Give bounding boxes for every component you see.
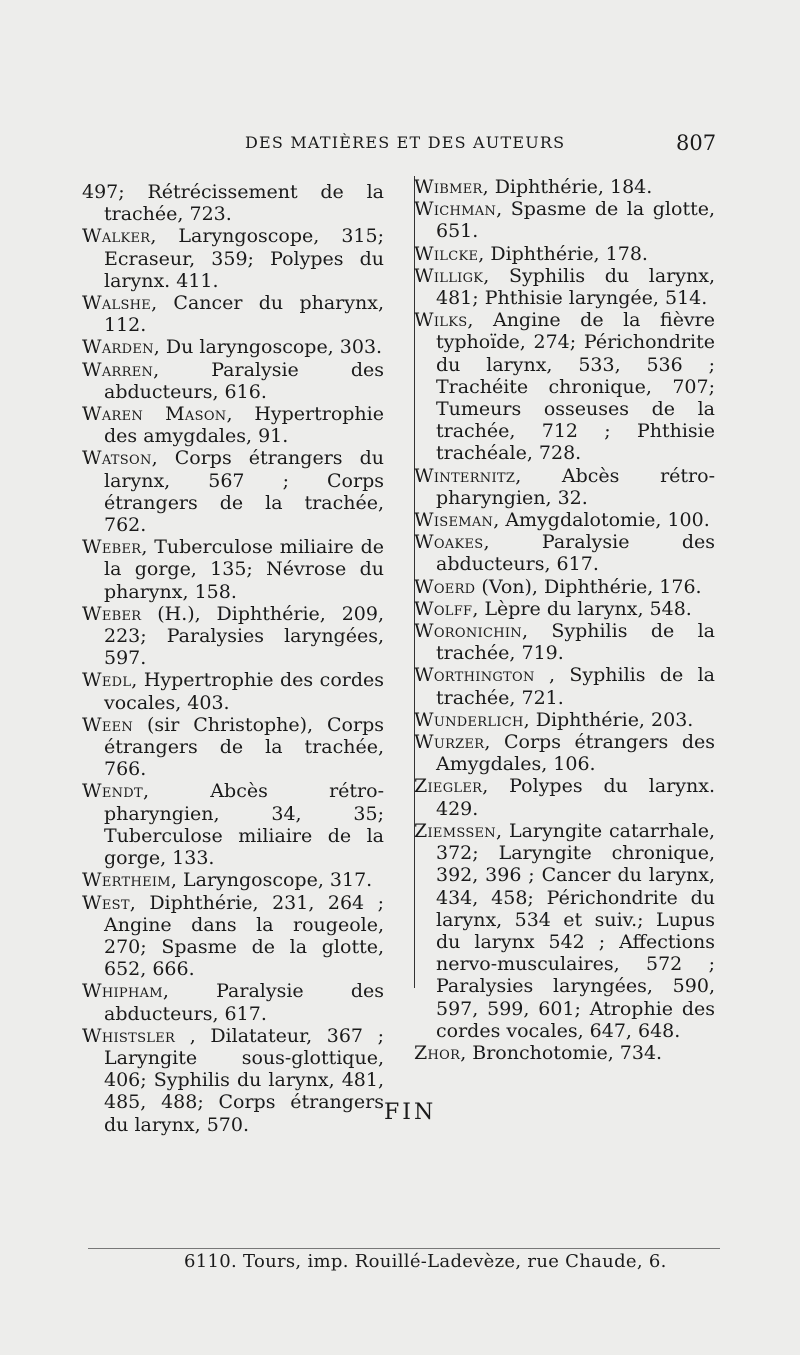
index-entry [82,292,384,336]
entry-text: , Corps étrangers du larynx, 567 ; Corps étrangers de la trachée, 762. [104,447,384,537]
entry-text: , Paralysie des abducteurs, 617. [104,980,384,1025]
author-name: Wertheim [82,869,171,892]
author-name: Wendt [82,780,143,803]
index-entry [414,598,715,620]
author-name: Warren [82,358,154,381]
entry-text: , Laryngoscope, 317. [170,869,373,892]
entry-text: , Du laryngoscope, 303. [153,336,383,359]
author-name: Wichman [414,198,497,221]
entry-text: , Dilatateur, 367 ; Laryngite sous-glottique, 406; Syphilis du larynx, 481, 485, 488; Corps étrangers du larynx, 570. [104,1024,384,1136]
author-name: Weber [82,536,142,559]
index-entry [82,225,384,292]
entry-text: , Angine de la fièvre typhoïde, 274; Périchondrite du larynx, 533, 536 ; Trachéite chronique, 707; Tumeurs osseuses de la trachée, 712 ; Phthisie trachéale, 728. [436,309,715,465]
entry-text: , Hypertrophie des amygdales, 91. [104,403,384,448]
author-name: Woerd [414,575,476,598]
entry-text: , Hypertrophie des cordes vocales, 403. [104,669,384,714]
entry-text: (Von), Diphthérie, 176. [475,575,702,598]
entry-text: , Diphthérie, 203. [523,708,694,731]
index-entry [82,403,384,447]
index-entry [82,536,384,603]
index-entry [414,664,715,708]
index-entry [414,309,715,464]
author-name: Walker [82,225,151,248]
author-name: Woakes [414,531,484,554]
entry-text: , Diphthérie, 178. [478,242,648,265]
index-entry [414,531,715,575]
author-name: Watson [82,447,152,470]
index-entry [414,775,715,819]
entry-text: (sir Christophe), Corps étrangers de la trachée, 766. [104,713,384,781]
index-entry [82,980,384,1024]
fin-label: FIN [384,1100,437,1125]
footer-rule [88,1248,720,1249]
entry-text: , Syphilis du larynx, 481; Phthisie laryngée, 514. [436,264,715,310]
author-name: Warden [82,336,154,359]
author-name: Ziemssen [414,819,496,842]
entry-text: , Spasme de la glotte, 651. [436,198,715,243]
index-entry [82,892,384,981]
index-entry [82,603,384,670]
index-entry [414,820,715,1042]
index-entry [82,1025,384,1136]
index-entry [414,176,715,198]
index-entry [414,576,715,598]
index-entry [414,243,715,265]
index-entry [414,265,715,309]
left-index-column [82,181,384,1136]
author-name: Willigk [414,264,484,287]
author-name: Worthington [414,664,535,687]
index-entry [414,465,715,509]
index-entry [82,447,384,536]
entry-text: , Laryngoscope, 315; Ecraseur, 359; Polypes du larynx. 411. [104,225,384,292]
author-name: Zhor [414,1041,461,1064]
author-name: Ween [82,713,134,736]
entry-text: 497; Rétrécissement de la trachée, 723. [82,181,384,226]
entry-text: , Syphilis de la trachée, 721. [436,664,715,709]
entry-text: , Abcès rétro-pharyngien, 34, 35; Tuberculose miliaire de la gorge, 133. [104,780,384,870]
index-entry [82,359,384,403]
running-header: DES MATIÈRES ET DES AUTEURS [245,133,566,152]
index-entry [414,709,715,731]
author-name: Ziegler [414,775,483,798]
entry-text: , Diphthérie, 231, 264 ; Angine dans la rougeole, 270; Spasme de la glotte, 652, 666. [104,891,384,981]
author-name: Wunderlich [414,708,524,731]
entry-text: , Lèpre du larynx, 548. [472,597,692,620]
entry-text: , Bronchotomie, 734. [460,1041,663,1064]
author-name: Wibmer [414,176,483,198]
entry-text: , Polypes du larynx. 429. [436,775,715,820]
entry-text: , Paralysie des abducteurs, 616. [104,358,384,403]
author-name: Weber [82,602,142,625]
index-entry [82,336,384,358]
index-entry [82,869,384,891]
index-entry [82,181,384,225]
index-entry [414,198,715,242]
entry-text: , Corps étrangers des Amygdales, 106. [436,731,715,776]
page-number: 807 [676,131,717,155]
index-entry [414,509,715,531]
author-name: West [82,891,130,914]
entry-text: , Laryngite catarrhale, 372; Laryngite chronique, 392, 396 ; Cancer du larynx, 434, 458; Périchondrite du larynx, 534 et suiv.; Lupus du larynx 542 ; Affections nervo-musculaires, 572 ; Paralysies laryngées, 590, 597, 599, 601; Atrophie des cordes vocales, 647, 648. [436,819,715,1042]
index-entry [414,1042,715,1064]
entry-text: , Abcès rétro-pharyngien, 32. [436,464,715,509]
author-name: Whipham [82,980,163,1003]
entry-text: , Paralysie des abducteurs, 617. [436,531,715,576]
index-entry [82,669,384,713]
entry-text: , Tuberculose miliaire de la gorge, 135; Névrose du pharynx, 158. [104,536,384,603]
index-entry [414,731,715,775]
entry-text: , Diphthérie, 184. [482,176,653,198]
index-entry [82,780,384,869]
author-name: Wilcke [414,242,479,265]
entry-text: , Cancer du pharynx, 112. [104,292,384,337]
author-name: Whistsler [82,1024,176,1047]
author-name: Wiseman [414,509,494,532]
author-name: Winternitz [414,464,516,487]
entry-text: (H.), Diphthérie, 209, 223; Paralysies laryngées, 597. [104,602,384,670]
author-name: Wilks [414,309,468,332]
printer-imprint: 6110. Tours, imp. Rouillé-Ladevèze, rue Chaude, 6. [184,1251,667,1272]
author-name: Woronichin [414,620,522,643]
entry-text: , Syphilis de la trachée, 719. [436,620,715,665]
index-entry [414,620,715,664]
author-name: Wurzer [414,731,485,754]
right-index-column [414,176,715,1064]
author-name: Wolff [414,597,473,620]
author-name: Wedl [82,669,132,692]
entry-text: , Amygdalotomie, 100. [493,509,710,532]
author-name: Walshe [82,292,152,315]
author-name: Waren Mason [82,403,227,426]
index-entry [82,714,384,781]
right-index-entries [415,176,715,1064]
